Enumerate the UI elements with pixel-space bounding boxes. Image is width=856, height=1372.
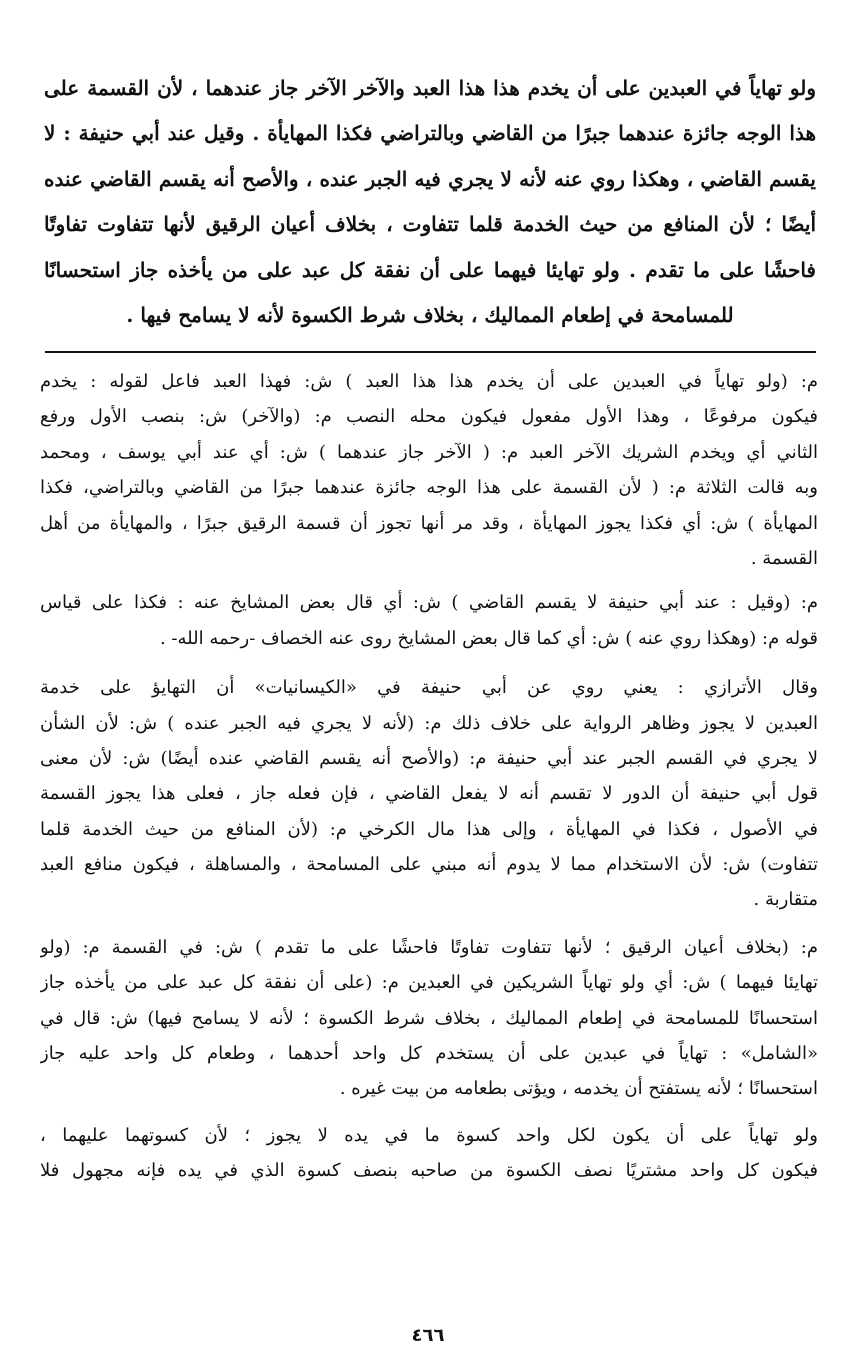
main-text-line: هذا الوجه جائزة عندهما جبرًا من القاضي وبالتراضي فكذا المهايأة . وقيل عند أبي حنيفة : لا [44, 121, 816, 146]
commentary-paragraph [40, 930, 818, 1107]
commentary-line: م: (ولو تهاياً في العبدين على أن يخدم هذا هذا العبد ) ش: فهذا العبد فاعل لقوله : يخدم [40, 371, 818, 392]
commentary-line: متقاربة . [753, 889, 818, 911]
commentary-line: فيكون كل واحد مشتريًا نصف الكسوة من صاحبه بنصف كسوة الذي في يده فإنه مجهول فلا [40, 1160, 818, 1182]
commentary-paragraph [40, 670, 818, 918]
commentary-line: م: (بخلاف أعيان الرقيق ؛ لأنها تتفاوت تفاوتًا فاحشًا على ما تقدم ) ش: في القسمة م: (ولو [40, 936, 818, 958]
main-text-line: للمسامحة في إطعام المماليك ، بخلاف شرط الكسوة لأنه لا يسامح فيها . [126, 302, 734, 327]
commentary-line: ولو تهاياً على أن يكون لكل واحد كسوة ما في يده لا يجوز ؛ لأن كسوتهما عليهما ، [40, 1124, 818, 1146]
commentary-line: «الشامل» : تهاياً في عبدين على أن يستخدم كل واحد أحدهما ، وطعام كل واحد عليه جاز [40, 1043, 818, 1065]
commentary-line: وقال الأترازي : يعني روي عن أبي حنيفة في «الكيسانيات» أن التهايؤ على خدمة [40, 677, 818, 699]
commentary-line: القسمة . [750, 547, 818, 569]
commentary-paragraph [40, 364, 818, 576]
commentary-line: في الأصول ، فكذا في المهايأة ، وإلى هذا مال الكرخي م: (لأن المنافع من حيث الخدمة قلما [40, 818, 818, 840]
commentary-line: تتفاوت) ش: لأن الاستخدام مما لا يدوم أنه مبني على المسامحة ، والمساهلة ، فيكون منافع العبد [40, 854, 818, 876]
commentary-line: المهايأة ) ش: أي فكذا يجوز المهايأة ، وقد مر أنها تجوز أن قسمة الرقيق جبرًا ، والمهايأة من أهل [40, 512, 818, 534]
commentary-line: لا يجري في القسم الجبر عند أبي حنيفة م: (والأصح أنه يقسم القاضي عنده أيضًا) ش: لأن معنى [40, 747, 818, 769]
commentary-line: وبه قالت الثلاثة م: ( لأن القسمة على هذا الوجه جائزة عندهما جبرًا من القاضي وبالتراضي، فكذا [40, 477, 818, 499]
page-number: ٤٦٦ [411, 1325, 445, 1346]
commentary-line: استحسانًا ؛ لأنه يستفتح أن يخدمه ، ويؤتى بطعامه من بيت غيره . [339, 1078, 818, 1100]
commentary-block [40, 364, 818, 1189]
separator-rule [45, 351, 816, 353]
main-text-line: ولو تهاياً في العبدين على أن يخدم هذا هذا العبد والآخر الآخر جاز عندهما ، لأن القسمة على [44, 76, 816, 100]
commentary-paragraph [40, 1118, 818, 1189]
commentary-line: فيكون مرفوعًا ، وهذا الأول مفعول فيكون محله النصب م: (والآخر) ش: بنصب الأول ورفع [40, 406, 818, 428]
commentary-line: قول أبي حنيفة أن الدور لا تقسم أنه لا يفعل القاضي ، فإن فعله جاز ، فعلى هذا يجوز القسمة [40, 783, 818, 805]
commentary-paragraph [40, 585, 818, 656]
main-text-line: فاحشًا على ما تقدم . ولو تهايئا فيهما على أن نفقة كل عبد على من يأخذه جاز استحسانًا [44, 257, 816, 282]
main-text-block [44, 66, 816, 338]
main-text-line: يقسم القاضي ، وهكذا روي عنه لأنه لا يجري فيه الجبر عنده ، والأصح أنه يقسم القاضي عنده [44, 166, 816, 191]
commentary-line: استحسانًا للمسامحة في إطعام المماليك ، بخلاف شرط الكسوة ؛ لأنه لا يسامح فيها) ش: قال في [40, 1007, 818, 1029]
main-text-line: أيضًا ؛ لأن المنافع من حيث الخدمة قلما تتفاوت ، بخلاف أعيان الرقيق لأنها تتفاوت تفاوتًا [44, 212, 816, 237]
commentary-line: الثاني أي ويخدم الشريك الآخر العبد م: ( الآخر جاز عندهما ) ش: أي عند أبي يوسف ، ومحمد [40, 441, 818, 463]
commentary-line: تهايئا فيهما ) ش: أي ولو تهاياً الشريكين في العبدين م: (على أن نفقة كل عبد على من يأخذه جاز [40, 972, 818, 994]
commentary-line: قوله م: (وهكذا روي عنه ) ش: أي كما قال بعض المشايخ روى عنه الخصاف -رحمه الله- . [159, 627, 818, 649]
commentary-line: العبدين لا يجوز وظاهر الرواية على خلاف ذلك م: (لأنه لا يجري فيه الجبر عنده ) ش: لأن الشأن [40, 712, 818, 734]
commentary-line: م: (وقيل : عند أبي حنيفة لا يقسم القاضي ) ش: أي قال بعض المشايخ عنه : فكذا على قياس [40, 592, 818, 614]
